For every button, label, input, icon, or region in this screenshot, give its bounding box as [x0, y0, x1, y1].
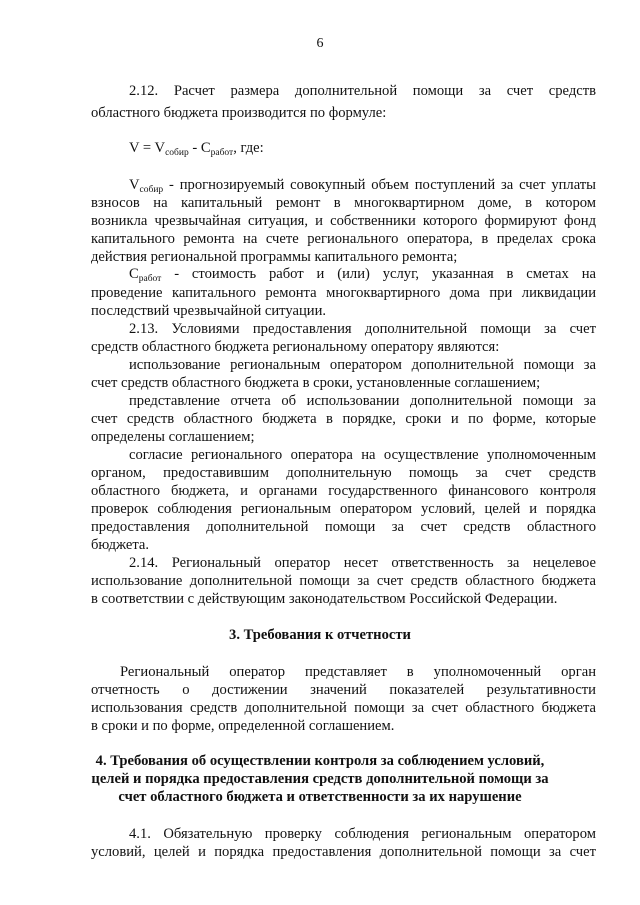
definition-v-line: взносов на капитальный ремонт в многоквартирном доме, в котором	[91, 195, 596, 211]
definition-v-line: капитального ремонта на счете регионального оператора, в пределах срока	[91, 231, 596, 247]
definition-c-line: проведение капитального ремонта многоквартирного дома при ликвидации	[91, 285, 596, 301]
paragraph-2-14-line: в соответствии с действующим законодательством Российской Федерации.	[91, 591, 558, 607]
section-4-heading-line: целей и порядка предоставления средств дополнительной помощи за	[91, 771, 549, 787]
page-number: 6	[316, 36, 324, 51]
condition-2-line: счет средств областного бюджета в порядке, сроки и по форме, которые	[91, 411, 596, 427]
condition-3-line: проверок соблюдения региональным оператором условий, целей и порядка	[91, 501, 596, 517]
paragraph-2-12-line: областного бюджета производится по формуле:	[91, 105, 387, 121]
section-3-line: в сроки и по форме, определенной соглашением.	[91, 718, 395, 734]
section-3-line: использования средств дополнительной помощи за счет областного бюджета	[91, 700, 596, 716]
condition-1-line: счет средств областного бюджета в сроки, установленные соглашением;	[91, 375, 541, 391]
section-3-line: Региональный оператор представляет в уполномоченный орган	[120, 664, 596, 680]
condition-3-line: органом, предоставившим дополнительную помощь за счет средств	[91, 465, 596, 481]
formula: $V = V_{собир} - C_{работ}$, где:	[129, 140, 264, 158]
paragraph-4-1-line: условий, целей и порядка предоставления дополнительной помощи за счет	[91, 844, 596, 860]
definition-c-line: последствий чрезвычайной ситуации.	[91, 303, 327, 319]
section-4-heading-line: 4. Требования об осуществлении контроля за соблюдением условий,	[95, 753, 545, 769]
definition-v-first-line: $V_{собир}$ - прогнозируемый совокупный объем поступлений за счет уплаты	[129, 177, 596, 195]
paragraph-2-14-line: 2.14. Региональный оператор несет ответственность за нецелевое	[129, 555, 596, 571]
definition-v-line: действия региональной программы капитального ремонта;	[91, 249, 458, 265]
definition-c-first-line: $C_{работ}$ - стоимость работ и (или) услуг, указанная в сметах на	[129, 266, 596, 284]
condition-3-line: бюджета.	[91, 537, 150, 553]
condition-3-line: областного бюджета, и органами государственного финансового контроля	[91, 483, 596, 499]
section-4-heading-line: счет областного бюджета и ответственности за их нарушение	[118, 789, 522, 805]
paragraph-2-14-line: использование дополнительной помощи за счет средств областного бюджета	[91, 573, 596, 589]
section-3-heading: 3. Требования к отчетности	[229, 627, 411, 643]
paragraph-2-13-line: средств областного бюджета региональному оператору являются:	[91, 339, 500, 355]
section-3-line: отчетность о достижении значений показателей результативности	[91, 682, 596, 698]
condition-3-line: согласие регионального оператора на осуществление уполномоченным	[129, 447, 596, 463]
condition-3-line: предоставления дополнительной помощи за счет средств областного	[91, 519, 596, 535]
condition-2-line: определены соглашением;	[91, 429, 255, 445]
paragraph-2-13-line: 2.13. Условиями предоставления дополнительной помощи за счет	[129, 321, 596, 337]
definition-v-line: возникла чрезвычайная ситуация, и собственники которого формируют фонд	[91, 213, 596, 229]
paragraph-4-1-line: 4.1. Обязательную проверку соблюдения региональным оператором	[129, 826, 596, 842]
condition-1-line: использование региональным оператором дополнительной помощи за	[129, 357, 596, 373]
paragraph-2-12-line: 2.12. Расчет размера дополнительной помощи за счет средств	[129, 83, 596, 99]
condition-2-line: представление отчета об использовании дополнительной помощи за	[129, 393, 596, 409]
